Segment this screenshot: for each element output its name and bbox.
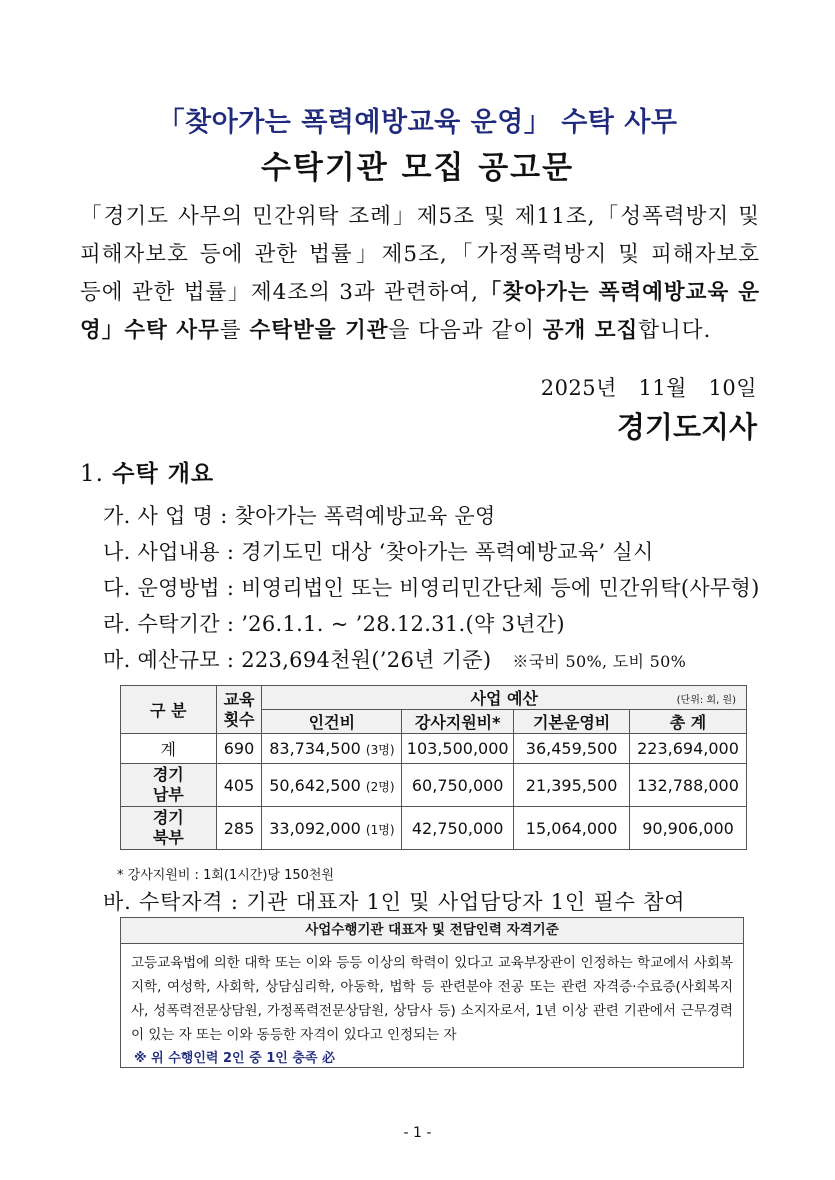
qualification-box-note: ※ 위 수행인력 2인 중 1인 충족 必 <box>134 1051 335 1066</box>
header-budget <box>262 686 747 710</box>
table-row <box>121 734 747 764</box>
section-title: 수탁 개요 <box>112 461 215 487</box>
personnel-amount: 33,092,000 <box>269 818 361 838</box>
notice-title-line2: 수탁기관 모집 공고문 <box>260 150 575 186</box>
row-sessions: 285 <box>216 807 262 850</box>
item-contract-period <box>103 608 565 638</box>
row-sessions: 690 <box>216 734 262 764</box>
item-label: 라. 수탁기간 : ’26.1.1. ~ ’28.12.31.(약 3년간) <box>103 612 565 636</box>
row-personnel <box>262 734 402 764</box>
personnel-count: (3명) <box>365 743 395 757</box>
item-project-content <box>103 536 654 566</box>
row-personnel <box>262 764 402 807</box>
row-instructor: 103,500,000 <box>402 734 514 764</box>
personnel-amount: 83,734,500 <box>269 739 361 758</box>
intro-text-3: 을 다음과 같이 <box>388 318 543 343</box>
intro-bold-agency: 수탁받을 기관 <box>249 318 389 343</box>
header-operating: 기본운영비 <box>514 710 630 734</box>
row-category: 계 <box>121 734 217 764</box>
item-operation-method <box>103 572 760 602</box>
item-label: 나. 사업내용 : 경기도민 대상 ‘찾아가는 폭력예방교육’ 실시 <box>103 540 654 564</box>
budget-table <box>120 685 747 850</box>
section-heading <box>80 455 214 488</box>
intro-bold-project: 「찾아가는 폭력예방교육 운영」수탁 사무 <box>80 280 761 343</box>
row-category: 경기 북부 <box>121 807 217 850</box>
qualification-box <box>120 917 744 1068</box>
header-budget-label: 사업 예산 <box>470 689 538 708</box>
row-category: 경기 남부 <box>121 764 217 807</box>
personnel-count: (1명) <box>365 822 395 837</box>
intro-text-4: 합니다. <box>638 318 712 343</box>
header-personnel: 인건비 <box>262 710 402 734</box>
item-qualification: 바. 수탁자격 : 기관 대표자 1인 및 사업담당자 1인 필수 참여 <box>103 890 686 914</box>
item-label: 가. 사 업 명 : 찾아가는 폭력예방교육 운영 <box>103 504 496 528</box>
header-sessions: 교육 횟수 <box>216 686 262 734</box>
intro-text-1: 「경기도 사무의 민간위탁 조례」제5조 및 제11조,「성폭력방지 및 피해자보호 등에 관한 법률」제5조,「가정폭력방지 및 피해자보호 등에 관한 법률」제4조의 3과 관련하여, <box>80 204 760 305</box>
row-operating: 36,459,500 <box>514 734 630 764</box>
signer: 경기도지사 <box>616 410 757 444</box>
personnel-count: (2명) <box>365 779 395 794</box>
item-label: 마. 예산규모 : 223,694천원(’26년 기준) <box>103 648 492 672</box>
row-instructor: 42,750,000 <box>402 807 514 850</box>
notice-date: 2025년 11월 10일 <box>540 376 757 400</box>
row-sessions: 405 <box>216 764 262 807</box>
row-operating: 15,064,000 <box>514 807 630 850</box>
table-footnote: * 강사지원비 : 1회(1시간)당 150천원 <box>117 868 335 883</box>
intro-bold-recruit: 공개 모집 <box>542 318 639 343</box>
page-number: - 1 - <box>403 1125 432 1141</box>
qualification-box-title: 사업수행기관 대표자 및 전담인력 자격기준 <box>121 918 743 944</box>
item-label: 다. 운영방법 : 비영리법인 또는 비영리민간단체 등에 민간위탁(사무형) <box>103 576 760 600</box>
row-operating: 21,395,500 <box>514 764 630 807</box>
item-project-name <box>103 500 496 530</box>
notice-title-line1: 「찾아가는 폭력예방교육 운영」 수탁 사무 <box>157 107 678 138</box>
row-total: 223,694,000 <box>630 734 747 764</box>
header-instructor: 강사지원비* <box>402 710 514 734</box>
section-number: 1. <box>80 461 104 487</box>
header-total: 총 계 <box>630 710 747 734</box>
table-row <box>121 764 747 807</box>
item-budget-size <box>103 644 686 674</box>
header-category: 구 분 <box>121 686 217 734</box>
row-total: 132,788,000 <box>630 764 747 807</box>
table-row <box>121 807 747 850</box>
row-total: 90,906,000 <box>630 807 747 850</box>
item-budget-note: ※국비 50%, 도비 50% <box>512 652 687 671</box>
intro-text-2: 를 <box>219 318 250 343</box>
row-instructor: 60,750,000 <box>402 764 514 807</box>
row-personnel <box>262 807 402 850</box>
header-unit: (단위: 회, 원) <box>676 695 736 706</box>
intro-paragraph <box>80 198 760 350</box>
qualification-box-text: 고등교육법에 의한 대학 또는 이와 등등 이상의 학력이 있다고 교육부장관이 인정하는 학교에서 사회복지학, 여성학, 사회학, 상담심리학, 아동학, 법학 등 관련분야 전공 또는 관련 자격증·수료증(사회복지사, 성폭력전문상담원, 가정폭력전문상담원, 상담사 등) 소지자로서, 1년 이상 관련 기관에서 근무경력이 있는 자 또는 이와 동등한 자격이 있다고 인정되는 자 <box>131 955 733 1043</box>
personnel-amount: 50,642,500 <box>269 775 361 795</box>
